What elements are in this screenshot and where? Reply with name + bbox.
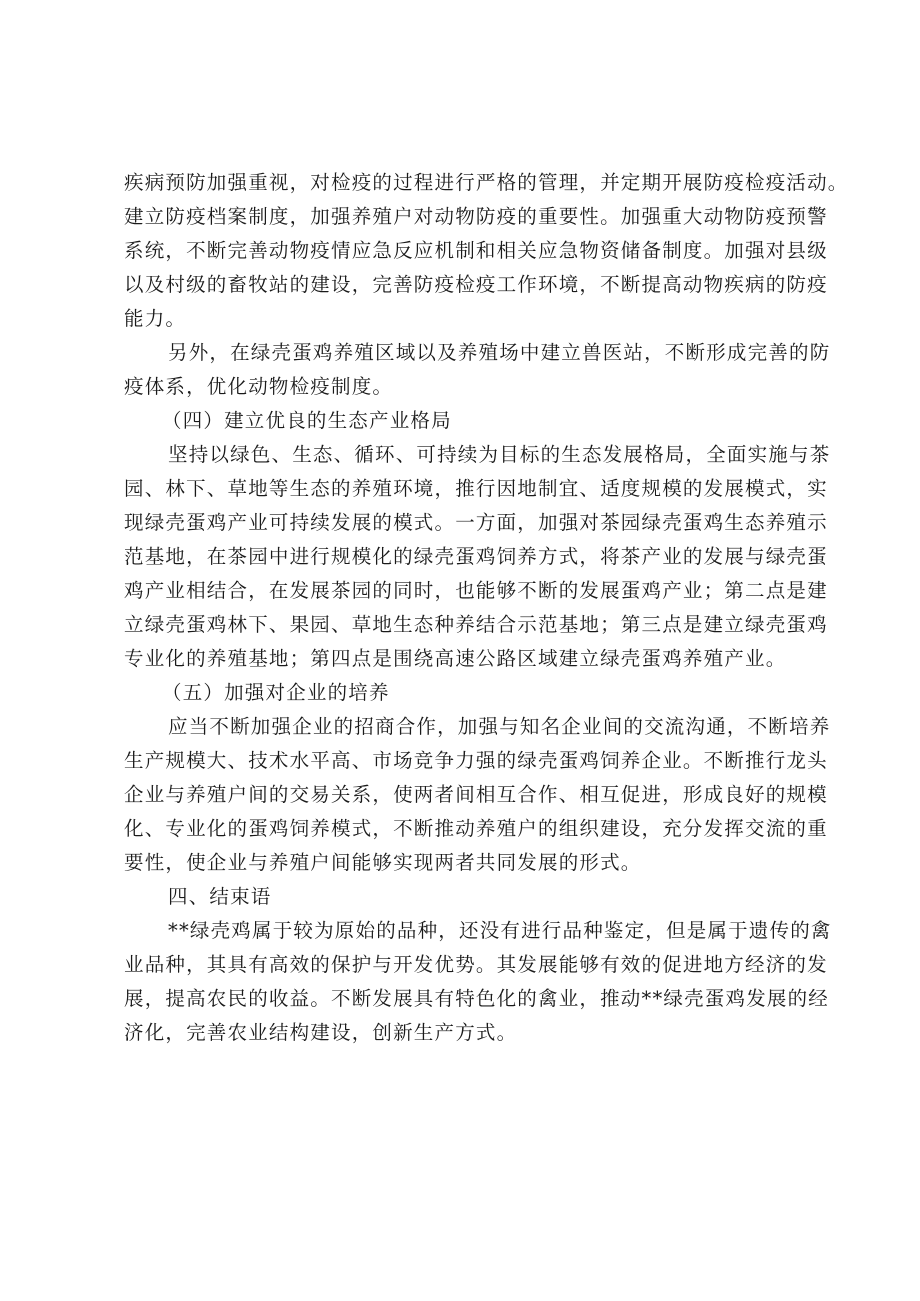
text-line: 立绿壳蛋鸡林下、果园、草地生态种养结合示范基地；第三点是建立绿壳蛋鸡 — [124, 613, 828, 636]
text-line: 企业与养殖户间的交易关系，使两者间相互合作、相互促进，形成良好的规模 — [124, 783, 828, 806]
text-line: **绿壳鸡属于较为原始的品种，还没有进行品种鉴定，但是属于遗传的禽 — [168, 919, 832, 942]
paragraph-conclusion — [124, 914, 832, 1050]
text-line: 业品种，其具有高效的保护与开发优势。其发展能够有效的促进地方经济的发 — [124, 953, 828, 976]
text-line: 坚持以绿色、生态、循环、可持续为目标的生态发展格局，全面实施与茶 — [168, 443, 831, 466]
text-line: 鸡产业相结合，在发展茶园的同时，也能够不断的发展蛋鸡产业；第二点是建 — [124, 579, 828, 602]
text-line: 疫体系，优化动物检疫制度。 — [124, 375, 394, 398]
text-line: 化、专业化的蛋鸡饲养模式，不断推动养殖户的组织建设，充分发挥交流的重 — [124, 817, 828, 840]
text-line: 应当不断加强企业的招商合作，加强与知名企业间的交流沟通，不断培养 — [168, 715, 831, 738]
text-line: 生产规模大、技术水平高、市场竞争力强的绿壳蛋鸡饲养企业。不断推行龙头 — [124, 749, 828, 772]
text-line: 另外，在绿壳蛋鸡养殖区域以及养殖场中建立兽医站，不断形成完善的防 — [168, 341, 831, 364]
text-line: 系统，不断完善动物疫情应急反应机制和相关应急物资储备制度。加强对县级 — [124, 239, 828, 262]
text-line: 展，提高农民的收益。不断发展具有特色化的禽业，推动**绿壳蛋鸡发展的经 — [124, 987, 830, 1010]
text-line: 济化，完善农业结构建设，创新生产方式。 — [124, 1021, 518, 1044]
text-line: 疾病预防加强重视，对检疫的过程进行严格的管理，并定期开展防疫检疫活动。 — [124, 171, 849, 194]
section-heading-5: （五）加强对企业的培养 — [162, 681, 390, 704]
document-page — [124, 166, 849, 1050]
text-line: 建立防疫档案制度，加强养殖户对动物防疫的重要性。加强重大动物防疫预警 — [124, 205, 828, 228]
text-line: 专业化的养殖基地；第四点是围绕高速公路区域建立绿壳蛋鸡养殖产业。 — [124, 647, 787, 670]
text-line: 范基地，在茶园中进行规模化的绿壳蛋鸡饲养方式，将茶产业的发展与绿壳蛋 — [124, 545, 828, 568]
text-line: 园、林下、草地等生态的养殖环境，推行因地制宜、适度规模的发展模式，实 — [124, 477, 828, 500]
text-line: 要性，使企业与养殖户间能够实现两者共同发展的形式。 — [124, 851, 642, 874]
text-line: 以及村级的畜牧站的建设，完善防疫检疫工作环境，不断提高动物疾病的防疫 — [124, 273, 828, 296]
text-line: 现绿壳蛋鸡产业可持续发展的模式。一方面，加强对茶园绿壳蛋鸡生态养殖示 — [124, 511, 828, 534]
section-heading-4: （四）建立优良的生态产业格局 — [162, 409, 452, 432]
paragraph-enterprise-cultivation — [124, 710, 831, 880]
section-heading-conclusion: 四、结束语 — [168, 885, 272, 908]
paragraph-ecological-layout — [124, 438, 831, 676]
text-line: 能力。 — [124, 307, 187, 330]
paragraph-disease-prevention — [124, 166, 849, 336]
paragraph-veterinary-station — [124, 336, 831, 404]
